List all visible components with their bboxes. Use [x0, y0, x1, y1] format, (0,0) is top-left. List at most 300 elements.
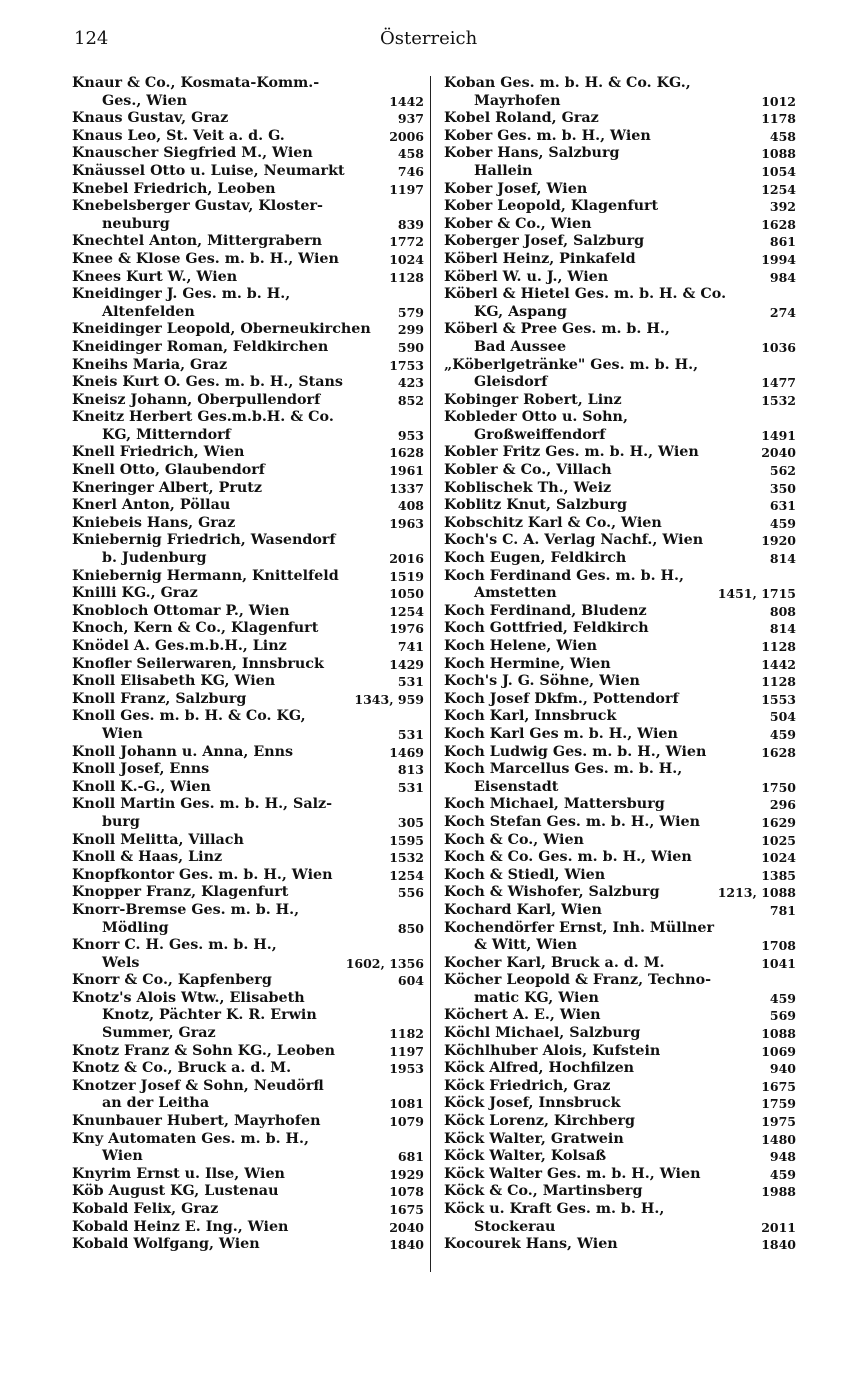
directory-entry — [444, 1166, 796, 1184]
directory-entry — [72, 444, 424, 462]
page-reference: 408 — [397, 498, 424, 514]
page-reference: 1254 — [761, 181, 796, 197]
page-reference: 1963 — [389, 515, 424, 531]
directory-entry — [444, 480, 796, 498]
directory-entry — [72, 181, 424, 199]
entry-name: Koch Hermine, Wien — [444, 655, 611, 672]
directory-entry — [72, 480, 424, 498]
page-reference: 814 — [769, 551, 796, 567]
directory-entry — [72, 761, 424, 779]
entry-name: Knilli KG., Graz — [72, 585, 198, 602]
page-reference: 2011 — [761, 1219, 796, 1235]
directory-entry — [444, 638, 796, 656]
entry-name: Koch Eugen, Feldkirch — [444, 550, 627, 567]
directory-entry — [72, 497, 424, 515]
directory-entry — [444, 832, 796, 850]
entry-name: Kobschitz Karl & Co., Wien — [444, 514, 662, 531]
page-reference: 741 — [397, 639, 424, 654]
entry-name: Knoll Martin Ges. m. b. H., Salz- — [72, 796, 333, 813]
directory-entry — [72, 1236, 424, 1254]
entry-name: Kny Automaten Ges. m. b. H., — [72, 1130, 310, 1147]
entry-continuation: Bad Aussee — [474, 338, 567, 355]
entry-name: Köck Josef, Innsbruck — [444, 1095, 621, 1112]
entry-name: Knauscher Siegfried M., Wien — [72, 145, 313, 162]
directory-entry — [72, 163, 424, 181]
directory-entry — [72, 286, 424, 321]
entry-name: Kocourek Hans, Wien — [444, 1236, 618, 1253]
entry-name: Kneidinger J. Ges. m. b. H., — [72, 286, 291, 303]
entry-name: Koch's J. G. Söhne, Wien — [444, 673, 640, 690]
entry-name: Kobleder Otto u. Sohn, — [444, 409, 628, 426]
directory-entry — [444, 462, 796, 480]
page-reference: 1079 — [389, 1114, 424, 1130]
entry-name: Kobel Roland, Graz — [444, 110, 599, 127]
entry-name: Knopfkontor Ges. m. b. H., Wien — [72, 866, 333, 883]
directory-entry — [72, 1183, 424, 1201]
entry-name: Knoll Ges. m. b. H. & Co. KG, — [72, 708, 306, 725]
page-reference: 2040 — [389, 1219, 424, 1235]
entry-name: Kober & Co., Wien — [444, 215, 592, 232]
page-reference: 1994 — [761, 251, 796, 267]
directory-entry — [444, 321, 796, 356]
directory-entry — [72, 269, 424, 287]
entry-name: Koch & Co. Ges. m. b. H., Wien — [444, 849, 692, 866]
entry-name: Knell Friedrich, Wien — [72, 444, 245, 461]
page-reference: 459 — [769, 515, 796, 531]
entry-continuation: Ges., Wien — [102, 92, 188, 109]
page-reference: 1953 — [389, 1061, 424, 1077]
entry-name: Köberl & Hietel Ges. m. b. H. & Co. — [444, 286, 727, 303]
entry-name: Knotz's Alois Wtw., Elisabeth — [72, 989, 305, 1006]
page-reference: 1920 — [761, 533, 796, 549]
directory-entry — [444, 920, 796, 955]
directory-entry — [72, 1060, 424, 1078]
page-reference: 839 — [397, 216, 424, 232]
entry-continuation: b. Judenburg — [102, 550, 207, 567]
entry-name: Kocher Karl, Bruck a. d. M. — [444, 954, 665, 971]
entry-name: Knorr-Bremse Ges. m. b. H., — [72, 901, 300, 918]
entry-name: Koch Michael, Mattersburg — [444, 796, 665, 813]
entry-continuation: an der Leitha — [102, 1095, 210, 1112]
page-reference: 1182 — [389, 1026, 424, 1042]
directory-entry — [72, 708, 424, 743]
page-reference: 861 — [769, 234, 796, 250]
page-reference: 1759 — [761, 1096, 796, 1112]
page-reference: 1961 — [389, 463, 424, 479]
directory-entry — [444, 1236, 796, 1254]
page-reference: 1519 — [389, 568, 424, 584]
page-reference: 1480 — [761, 1131, 796, 1147]
entry-name: Köberl W. u. J., Wien — [444, 268, 609, 285]
directory-entry — [72, 374, 424, 392]
directory-entry — [72, 75, 424, 110]
entry-continuation: Wels — [102, 954, 140, 971]
entry-continuation: Großweiffendorf — [474, 426, 606, 443]
page-reference: 1451, 1715 — [717, 586, 796, 602]
page-reference: 1976 — [389, 621, 424, 637]
entry-name: Köck Walter Ges. m. b. H., Wien — [444, 1165, 701, 1182]
directory-entry — [444, 656, 796, 674]
directory-entry — [444, 216, 796, 234]
page-reference: 681 — [397, 1149, 424, 1165]
entry-name: Koban Ges. m. b. H. & Co. KG., — [444, 75, 691, 91]
directory-entry — [72, 409, 424, 444]
page-reference: 1840 — [761, 1237, 796, 1253]
directory-entry — [444, 796, 796, 814]
entry-name: Knotzer Josef & Sohn, Neudörfl — [72, 1077, 324, 1094]
directory-entry — [444, 1007, 796, 1025]
directory-entry — [444, 726, 796, 744]
directory-entry — [444, 286, 796, 321]
directory-entry — [72, 532, 424, 567]
page-reference: 590 — [397, 339, 424, 355]
page-reference: 1041 — [761, 955, 796, 971]
page-reference: 1628 — [389, 445, 424, 461]
entry-name: Knebelsberger Gustav, Kloster- — [72, 198, 323, 215]
directory-entry — [444, 1148, 796, 1166]
directory-entry — [72, 1219, 424, 1237]
page-reference: 1078 — [389, 1184, 424, 1200]
page-reference: 1602, 1356 — [345, 955, 424, 971]
entry-name: Koch & Wishofer, Salzburg — [444, 884, 660, 901]
directory-entry — [72, 145, 424, 163]
entry-name: Koch Ludwig Ges. m. b. H., Wien — [444, 743, 707, 760]
entry-name: Kniebernig Hermann, Knittelfeld — [72, 567, 339, 584]
page-reference: 458 — [397, 146, 424, 162]
page-reference: 1429 — [389, 656, 424, 672]
entry-name: Knoll K.-G., Wien — [72, 778, 211, 795]
page-reference: 1532 — [761, 392, 796, 408]
entry-name: Koch Ferdinand, Bludenz — [444, 602, 647, 619]
entry-name: Köck & Co., Martinsberg — [444, 1183, 643, 1200]
entry-name: Koch Josef Dkfm., Pottendorf — [444, 690, 679, 707]
entry-continuation: Mödling — [102, 919, 169, 936]
entry-name: Köck Lorenz, Kirchberg — [444, 1113, 636, 1130]
entry-name: Knee & Klose Ges. m. b. H., Wien — [72, 250, 339, 267]
directory-entry — [72, 832, 424, 850]
page-reference: 1595 — [389, 832, 424, 848]
entry-name: Knorr C. H. Ges. m. b. H., — [72, 937, 277, 954]
entry-continuation: Gleisdorf — [474, 374, 548, 391]
directory-entry — [444, 673, 796, 691]
page-reference: 937 — [397, 111, 424, 127]
page-reference: 604 — [397, 973, 424, 989]
entry-continuation: neuburg — [102, 215, 170, 232]
entry-name: Knotz & Co., Bruck a. d. M. — [72, 1060, 292, 1077]
entry-name: Köb August KG, Lustenau — [72, 1183, 279, 1200]
directory-entry — [72, 972, 424, 990]
entry-name: „Köberlgetränke" Ges. m. b. H., — [444, 356, 699, 373]
page-reference: 296 — [769, 797, 796, 813]
entry-name: Knoll & Haas, Linz — [72, 849, 223, 866]
page-reference: 459 — [769, 1166, 796, 1182]
directory-entry — [72, 1201, 424, 1219]
entry-name: Knyrim Ernst u. Ilse, Wien — [72, 1165, 285, 1182]
page-reference: 2016 — [389, 551, 424, 567]
directory-entry — [444, 1078, 796, 1096]
page-title: Österreich — [380, 28, 478, 49]
entry-name: Koch's C. A. Verlag Nachf., Wien — [444, 532, 704, 549]
column-divider — [430, 76, 431, 1272]
directory-entry — [72, 620, 424, 638]
directory-entry — [72, 937, 424, 972]
page-reference: 1553 — [761, 691, 796, 707]
entry-name: Knees Kurt W., Wien — [72, 268, 238, 285]
directory-entry — [72, 849, 424, 867]
entry-continuation: burg — [102, 813, 140, 830]
page-reference: 423 — [397, 375, 424, 391]
page-reference: 1629 — [761, 814, 796, 830]
page-reference: 1628 — [761, 744, 796, 760]
entry-name: Koch & Stiedl, Wien — [444, 866, 606, 883]
directory-entry — [444, 497, 796, 515]
page-reference: 459 — [769, 990, 796, 1006]
directory-entry — [444, 1131, 796, 1149]
page-reference: 1750 — [761, 779, 796, 795]
directory-entry — [444, 691, 796, 709]
directory-entry — [72, 198, 424, 233]
directory-entry — [444, 233, 796, 251]
entry-name: Knorr & Co., Kapfenberg — [72, 972, 272, 989]
directory-entry — [444, 620, 796, 638]
entry-name: Köcher Leopold & Franz, Techno- — [444, 972, 712, 989]
directory-entry — [72, 691, 424, 709]
entry-name: Knoch, Kern & Co., Klagenfurt — [72, 620, 319, 637]
page-reference: 1628 — [761, 216, 796, 232]
directory-entry — [72, 1131, 424, 1166]
entry-name: Knebel Friedrich, Leoben — [72, 180, 276, 197]
entry-name: Kober Leopold, Klagenfurt — [444, 198, 659, 215]
page-reference: 1975 — [761, 1114, 796, 1130]
directory-entry — [72, 585, 424, 603]
page-reference: 1036 — [761, 339, 796, 355]
directory-entry — [444, 181, 796, 199]
directory-entry — [444, 392, 796, 410]
directory-entry — [72, 392, 424, 410]
directory-entry — [444, 198, 796, 216]
entry-name: Kneis Kurt O. Ges. m. b. H., Stans — [72, 374, 343, 391]
entry-name: Koch Karl, Innsbruck — [444, 708, 617, 725]
page-reference: 1012 — [761, 93, 796, 109]
entry-name: Knofler Seilerwaren, Innsbruck — [72, 655, 324, 672]
page-reference: 1178 — [761, 111, 796, 127]
page-reference: 1988 — [761, 1184, 796, 1200]
directory-entry — [444, 515, 796, 533]
page-reference: 274 — [769, 304, 796, 320]
page-reference: 1491 — [761, 427, 796, 443]
page-reference: 808 — [769, 603, 796, 619]
page-reference: 1025 — [761, 832, 796, 848]
directory-entry — [444, 761, 796, 796]
entry-name: Koch Marcellus Ges. m. b. H., — [444, 761, 683, 778]
page-reference: 1753 — [389, 357, 424, 373]
entry-name: Kobald Wolfgang, Wien — [72, 1236, 260, 1253]
page-reference: 1197 — [389, 181, 424, 197]
page-reference: 305 — [397, 814, 424, 830]
directory-entry — [444, 1113, 796, 1131]
entry-name: Koblischek Th., Weiz — [444, 479, 612, 496]
page-reference: 814 — [769, 621, 796, 637]
directory-entry — [72, 339, 424, 357]
directory-entry — [444, 1095, 796, 1113]
entry-name: Köchl Michael, Salzburg — [444, 1025, 641, 1042]
page-reference: 850 — [397, 920, 424, 936]
entry-continuation: Altenfelden — [102, 303, 195, 320]
entry-name: Koberger Josef, Salzburg — [444, 233, 645, 250]
page-reference: 350 — [769, 480, 796, 496]
directory-entry — [444, 884, 796, 902]
entry-continuation: Summer, Graz — [102, 1025, 216, 1042]
directory-entry — [444, 532, 796, 550]
directory-entry — [72, 673, 424, 691]
page-reference: 1054 — [761, 163, 796, 179]
directory-entry — [444, 972, 796, 1007]
directory-entry — [72, 321, 424, 339]
page-reference: 953 — [397, 427, 424, 443]
directory-entry — [444, 708, 796, 726]
page-reference: 1128 — [389, 269, 424, 285]
page-reference: 1442 — [761, 656, 796, 672]
entry-continuation: & Witt, Wien — [474, 937, 578, 954]
entry-name: Köck Walter, Kolsaß — [444, 1148, 607, 1165]
page-reference: 1128 — [761, 674, 796, 690]
directory-entry — [72, 990, 424, 1043]
page-reference: 1532 — [389, 850, 424, 866]
entry-name: Knoll Franz, Salzburg — [72, 690, 247, 707]
page-reference: 781 — [769, 902, 796, 918]
entry-name: Köberl & Pree Ges. m. b. H., — [444, 321, 670, 338]
page-reference: 813 — [397, 762, 424, 778]
directory-entry — [444, 251, 796, 269]
directory-entry — [72, 1078, 424, 1113]
entry-name: Knechtel Anton, Mittergrabern — [72, 233, 323, 250]
entry-name: Kobald Felix, Graz — [72, 1201, 219, 1217]
page-reference: 1069 — [761, 1043, 796, 1059]
page-reference: 556 — [397, 885, 424, 901]
page-reference: 1469 — [389, 744, 424, 760]
entry-name: Koblitz Knut, Salzburg — [444, 497, 628, 514]
page-reference: 1675 — [761, 1078, 796, 1094]
page-reference: 746 — [397, 163, 424, 179]
directory-entry — [72, 1113, 424, 1131]
page-reference: 458 — [769, 128, 796, 144]
entry-continuation: KG, Aspang — [474, 303, 567, 320]
entry-name: Kniebeis Hans, Graz — [72, 514, 236, 531]
directory-entry — [72, 462, 424, 480]
directory-entry — [72, 884, 424, 902]
entry-name: Kneidinger Leopold, Oberneukirchen — [72, 321, 371, 338]
directory-entry — [444, 409, 796, 444]
page-reference: 1708 — [761, 938, 796, 954]
entry-name: Koch Karl Ges m. b. H., Wien — [444, 725, 678, 742]
entry-name: Knerl Anton, Pöllau — [72, 497, 231, 514]
entry-continuation: matic KG, Wien — [474, 989, 599, 1006]
entry-name: Knoll Elisabeth KG, Wien — [72, 673, 276, 690]
entry-name: Knäussel Otto u. Luise, Neumarkt — [72, 162, 345, 179]
directory-entry — [72, 110, 424, 128]
entry-name: Köck Friedrich, Graz — [444, 1077, 611, 1094]
entry-name: Kneisz Johann, Oberpullendorf — [72, 391, 321, 408]
page-reference: 1254 — [389, 603, 424, 619]
entry-name: Kneidinger Roman, Feldkirchen — [72, 338, 329, 355]
entry-name: Kneihs Maria, Graz — [72, 356, 228, 373]
entry-name: Knopper Franz, Klagenfurt — [72, 884, 289, 901]
directory-entry — [444, 902, 796, 920]
directory-entry — [72, 656, 424, 674]
page-reference: 1772 — [389, 234, 424, 250]
page-reference: 2040 — [761, 445, 796, 461]
directory-entry — [444, 75, 796, 110]
entry-name: Koch Gottfried, Feldkirch — [444, 620, 649, 637]
directory-entry — [444, 744, 796, 762]
entry-name: Knoll Josef, Enns — [72, 761, 210, 778]
entry-continuation: Knotz, Pächter K. R. Erwin — [102, 1007, 317, 1024]
directory-entry — [72, 568, 424, 586]
page-reference: 1385 — [761, 867, 796, 883]
directory-entry — [444, 849, 796, 867]
entry-name: Kochard Karl, Wien — [444, 901, 602, 918]
directory-entry — [444, 1043, 796, 1061]
entry-name: Knell Otto, Glaubendorf — [72, 462, 265, 479]
directory-entry — [444, 550, 796, 568]
entry-name: Knotz Franz & Sohn KG., Leoben — [72, 1042, 335, 1059]
page-reference: 1213, 1088 — [717, 885, 796, 901]
directory-entry — [72, 638, 424, 656]
page-reference: 1088 — [761, 146, 796, 162]
page-reference: 948 — [769, 1149, 796, 1165]
entry-name: Knoll Johann u. Anna, Enns — [72, 743, 294, 760]
page-reference: 940 — [769, 1061, 796, 1077]
entry-continuation: Mayrhofen — [474, 92, 561, 109]
directory-entry — [444, 1025, 796, 1043]
directory-entry — [444, 867, 796, 885]
directory-entry — [72, 233, 424, 251]
entry-name: Koch Ferdinand Ges. m. b. H., — [444, 567, 684, 584]
entry-name: Knoll Melitta, Villach — [72, 831, 244, 848]
directory-entry — [444, 814, 796, 832]
page-reference: 1343, 959 — [354, 691, 424, 707]
directory-entry — [72, 357, 424, 375]
directory-entry — [72, 796, 424, 831]
directory-entry — [444, 568, 796, 603]
entry-name: Kober Ges. m. b. H., Wien — [444, 127, 651, 144]
directory-entry — [444, 128, 796, 146]
page-reference: 1024 — [389, 251, 424, 267]
page-number: 124 — [74, 28, 109, 49]
page-reference: 1840 — [389, 1237, 424, 1253]
page-reference: 531 — [397, 674, 424, 690]
directory-entry — [444, 1183, 796, 1201]
directory-entry — [444, 145, 796, 163]
page-reference: 504 — [769, 709, 796, 725]
page-reference: 299 — [397, 322, 424, 338]
entry-name: Kober Josef, Wien — [444, 180, 588, 197]
directory-entry — [444, 1201, 796, 1236]
page-reference: 1050 — [389, 586, 424, 602]
page-reference: 2006 — [389, 128, 424, 144]
page-reference: 1337 — [389, 480, 424, 496]
entry-name: Kober Hans, Salzburg — [444, 145, 620, 162]
entry-continuation: Wien — [102, 725, 143, 742]
directory-entry — [72, 515, 424, 533]
page-reference: 1477 — [761, 375, 796, 391]
page-reference: 1254 — [389, 867, 424, 883]
page-reference: 392 — [769, 199, 796, 215]
directory-entry — [72, 867, 424, 885]
entry-name: Kobler & Co., Villach — [444, 462, 612, 479]
entry-name: Köck Alfred, Hochfilzen — [444, 1060, 635, 1077]
right-column — [444, 75, 796, 1254]
